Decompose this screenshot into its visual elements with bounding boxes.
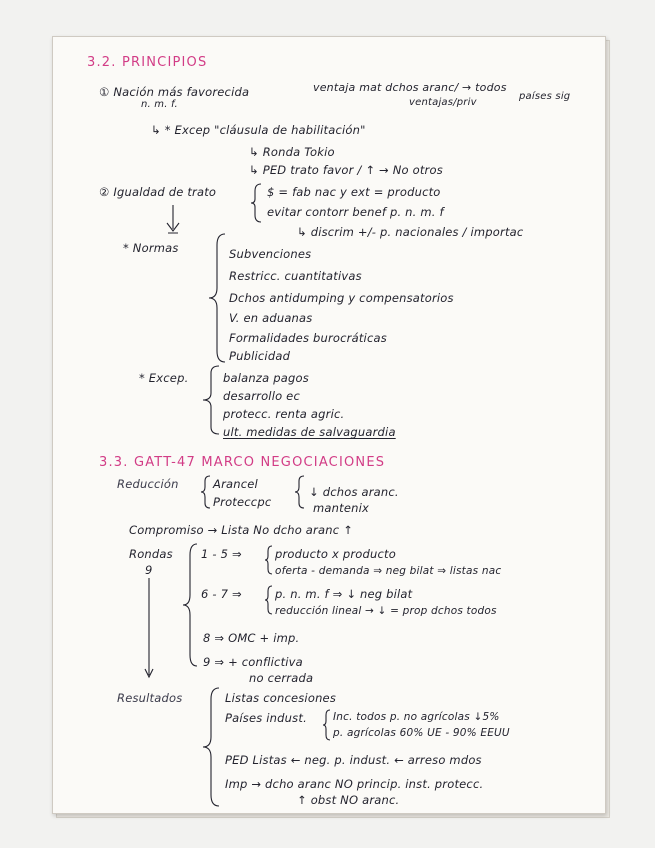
ronda-6-7-brace [265,585,273,615]
mantenix: mantenix [313,501,370,515]
norma-item: Publicidad [229,349,291,363]
ronda-8: 8 ⇒ OMC + imp. [203,631,300,645]
norma-item: V. en aduanas [229,311,313,325]
resultados-label: Resultados [117,691,183,705]
exception-item: balanza pagos [223,371,309,385]
result-imp: Imp → dcho aranc NO princip. inst. protecc. [225,777,484,791]
proteccion-label: Proteccpc [213,495,272,509]
exceptions-label: * Excep. [139,371,189,385]
ronda-1-5-brace [265,545,273,575]
norma-item: Subvenciones [229,247,312,261]
down-arrow [165,203,185,243]
principle-1-advantage-3: países sig [519,91,571,102]
principle-1-label: ① Nación más favorecida [99,85,250,99]
principle-2-point-a: $ = fab nac y ext = producto [267,185,441,199]
exceptions-brace [203,365,221,435]
exception-clause: ↳ * Excep "cláusula de habilitación" [151,123,366,137]
result-obst: ↑ obst NO aranc. [297,793,400,807]
normas-brace [209,233,227,363]
result-paises: Países indust. [225,711,307,725]
rondas-brace [183,543,199,667]
result-listas: Listas concesiones [225,691,337,705]
principle-1-advantage-2: ventajas/priv [409,97,477,108]
section-heading-3-3: 3.3. GATT-47 MARCO NEGOCIACIONES [99,455,386,470]
compromiso-line: Compromiso → Lista No dcho aranc ↑ [129,523,353,537]
arancel-brace [295,475,305,509]
principle-2-point-b: evitar contorr benef p. n. m. f [267,205,444,219]
ronda-1-5: 1 - 5 ⇒ [201,547,242,561]
section-heading-3-2: 3.2. PRINCIPIOS [87,55,208,70]
rondas-count: 9 [145,563,153,577]
principle-2-brace [251,183,263,223]
paises-brace [323,709,331,741]
dchos-aranc: ↓ dchos aranc. [309,485,399,499]
ronda-1-5-b: oferta - demanda ⇒ neg bilat ⇒ listas nac [275,565,502,577]
reduccion-label: Reducción [117,477,179,491]
ronda-6-7-a: p. n. m. f ⇒ ↓ neg bilat [275,587,413,601]
exception-item-safeguard: ult. medidas de salvaguardia [223,425,396,439]
rondas-arrow [145,577,161,681]
ronda-9-note: no cerrada [249,671,314,685]
norma-item: Formalidades burocráticas [229,331,387,345]
arancel-label: Arancel [213,477,258,491]
exception-item: protecc. renta agric. [223,407,345,421]
principle-1-advantage: ventaja mat dchos aranc/ → todos [313,81,507,94]
result-ped: PED Listas ← neg. p. indust. ← arreso mdos [225,753,482,767]
norma-item: Restricc. cuantitativas [229,269,362,283]
notebook-page [52,36,606,814]
result-paises-b: p. agrícolas 60% UE - 90% EEUU [333,727,510,739]
exception-item: desarrollo ec [223,389,300,403]
norma-item: Dchos antidumping y compensatorios [229,291,454,305]
ronda-1-5-a: producto x producto [275,547,396,561]
ped-treatment: ↳ PED trato favor / ↑ → No otros [249,163,443,177]
principle-1-abbrev: n. m. f. [141,99,178,110]
ronda-tokio: ↳ Ronda Tokio [249,145,335,159]
ronda-6-7: 6 - 7 ⇒ [201,587,242,601]
ronda-6-7-b: reducción lineal → ↓ = prop dchos todos [275,605,497,617]
result-paises-a: Inc. todos p. no agrícolas ↓5% [333,711,500,723]
principle-2-label: ② Igualdad de trato [99,185,217,199]
reduccion-brace [201,475,211,509]
resultados-brace [203,687,221,807]
normas-label: * Normas [123,241,179,255]
principle-2-point-c: ↳ discrim +/- p. nacionales / importac [297,225,524,239]
ronda-9: 9 ⇒ + conflictiva [203,655,303,669]
rondas-label: Rondas [129,547,173,561]
